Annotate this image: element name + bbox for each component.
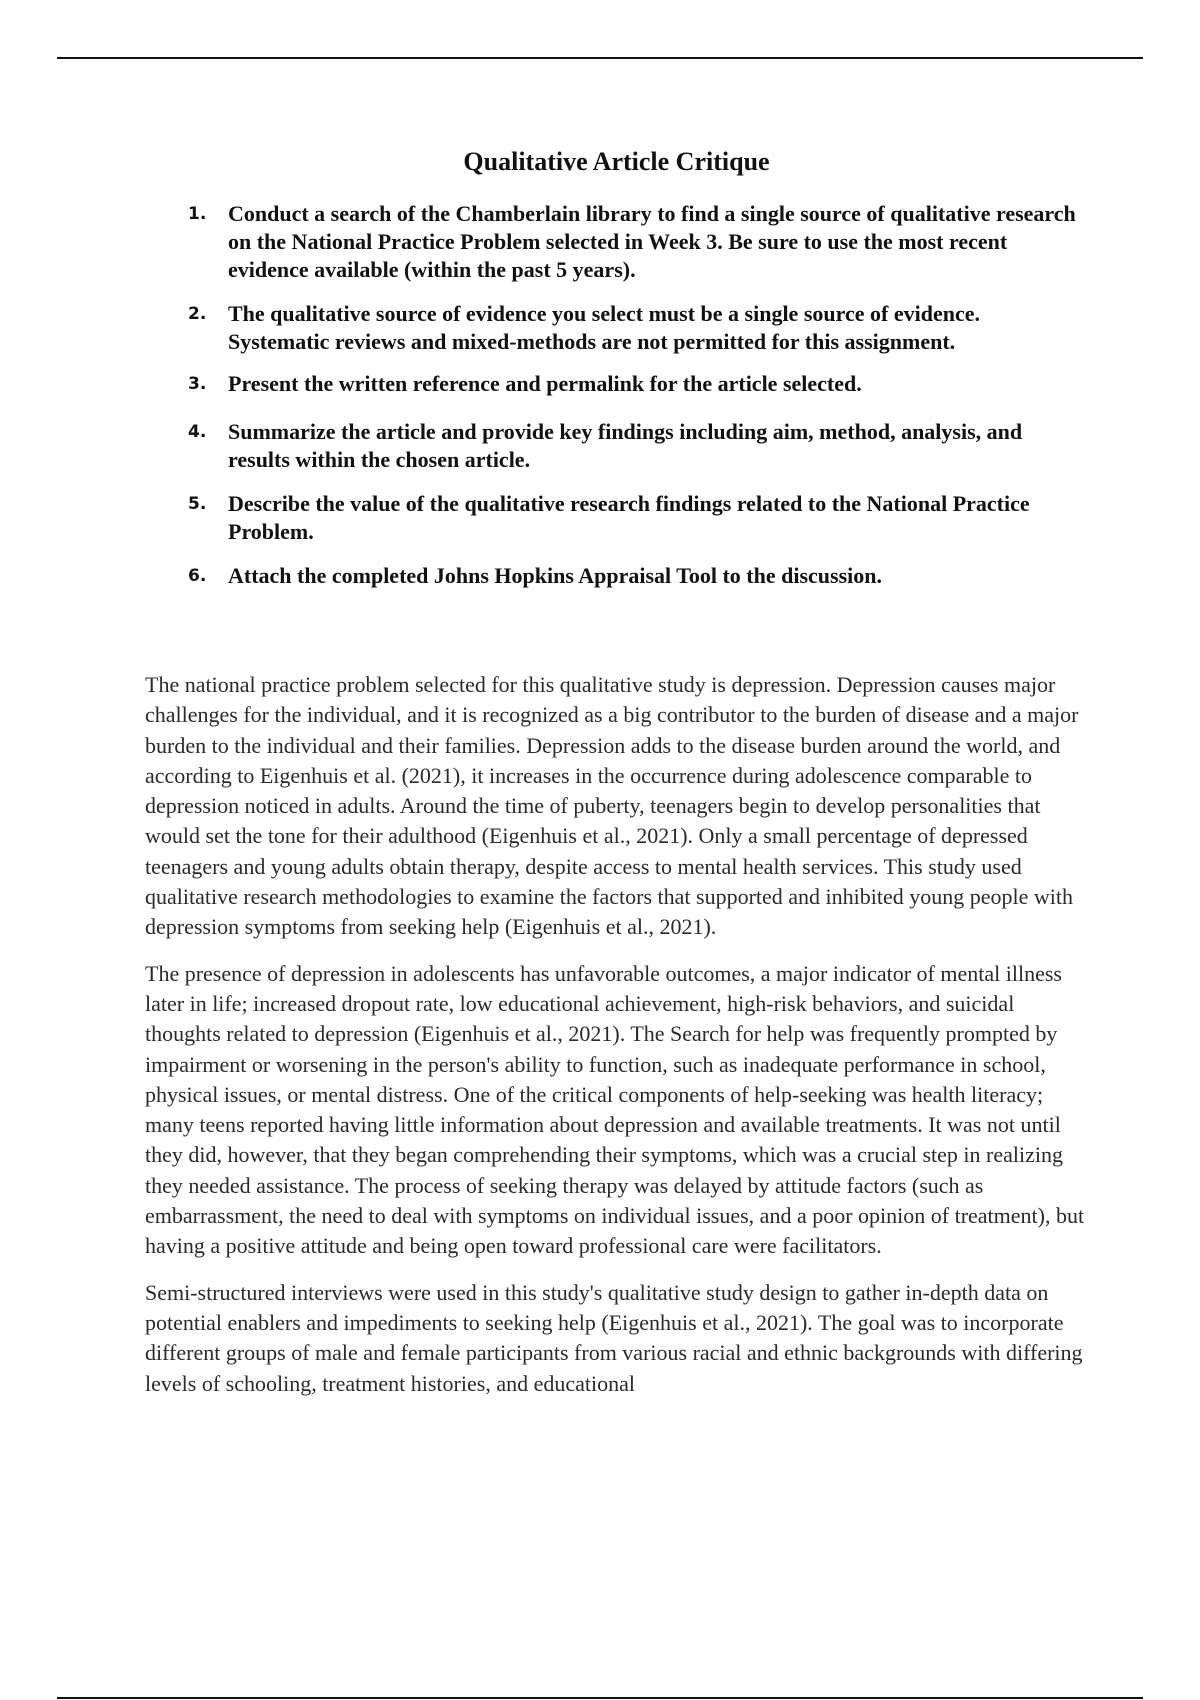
instruction-item <box>188 562 1078 590</box>
instruction-item <box>188 418 1078 474</box>
instruction-text: Conduct a search of the Chamberlain library to find a single source of qualitative research on the National Practice Problem selected in Week 3. Be sure to use the most recent evidence available (within the past 5 years). <box>228 201 1076 282</box>
instruction-text: The qualitative source of evidence you select must be a single source of evidence. Systematic reviews and mixed-methods are not permitted for this assignment. <box>228 301 980 354</box>
instruction-item <box>188 300 1078 356</box>
body-paragraph: The presence of depression in adolescents has unfavorable outcomes, a major indicator of mental illness later in life; increased dropout rate, low educational achievement, high-risk behaviors, and suicidal thoughts related to depression (Eigenhuis et al., 2021). The Search for help was frequently prompted by impairment or worsening in the person's ability to function, such as inadequate performance in school, physical issues, or mental distress. One of the critical components of help-seeking was health literacy; many teens reported having little information about depression and available treatments. It was not until they did, however, that they began comprehending their symptoms, which was a crucial step in realizing they needed assistance. The process of seeking therapy was delayed by attitude factors (such as embarrassment, the need to deal with symptoms on individual issues, and a poor opinion of treatment), but having a positive attitude and being open toward professional care were facilitators. <box>145 960 1085 1259</box>
top-rule <box>57 57 1143 59</box>
instruction-number: 4. <box>188 422 207 442</box>
instruction-number: 3. <box>188 374 207 394</box>
body-text <box>145 670 1090 1415</box>
instruction-list <box>188 200 1078 590</box>
instruction-number: 5. <box>188 494 207 514</box>
instruction-number: 1. <box>188 204 207 224</box>
instruction-item <box>188 200 1078 284</box>
instruction-number: 6. <box>188 566 207 586</box>
instruction-item <box>188 490 1078 546</box>
bottom-rule <box>57 1697 1143 1699</box>
instruction-item <box>188 370 1078 398</box>
document-title: Qualitative Article Critique <box>463 147 770 176</box>
instruction-text: Describe the value of the qualitative research findings related to the National Practice Problem. <box>228 491 1030 544</box>
instruction-text: Present the written reference and permalink for the article selected. <box>228 371 862 396</box>
instruction-number: 2. <box>188 304 207 324</box>
body-paragraph: The national practice problem selected for this qualitative study is depression. Depression causes major challenges for the individual, and it is recognized as a big contributor to the burden of disease and a major burden to the individual and their families. Depression adds to the disease burden around the world, and according to Eigenhuis et al. (2021), it increases in the occurrence during adolescence comparable to depression noticed in adults. Around the time of puberty, teenagers begin to develop personalities that would set the tone for their adulthood (Eigenhuis et al., 2021). Only a small percentage of depressed teenagers and young adults obtain therapy, despite access to mental health services. This study used qualitative research methodologies to examine the factors that supported and inhibited young people with depression symptoms from seeking help (Eigenhuis et al., 2021). <box>145 672 1079 940</box>
instruction-text: Summarize the article and provide key findings including aim, method, analysis, and results within the chosen article. <box>228 419 1023 472</box>
instruction-text: Attach the completed Johns Hopkins Appraisal Tool to the discussion. <box>228 563 883 588</box>
body-paragraph: Semi-structured interviews were used in this study's qualitative study design to gather in-depth data on potential enablers and impediments to seeking help (Eigenhuis et al., 2021). The goal was to incorporate different groups of male and female participants from various racial and ethnic backgrounds with differing levels of schooling, treatment histories, and educational <box>145 1279 1083 1396</box>
